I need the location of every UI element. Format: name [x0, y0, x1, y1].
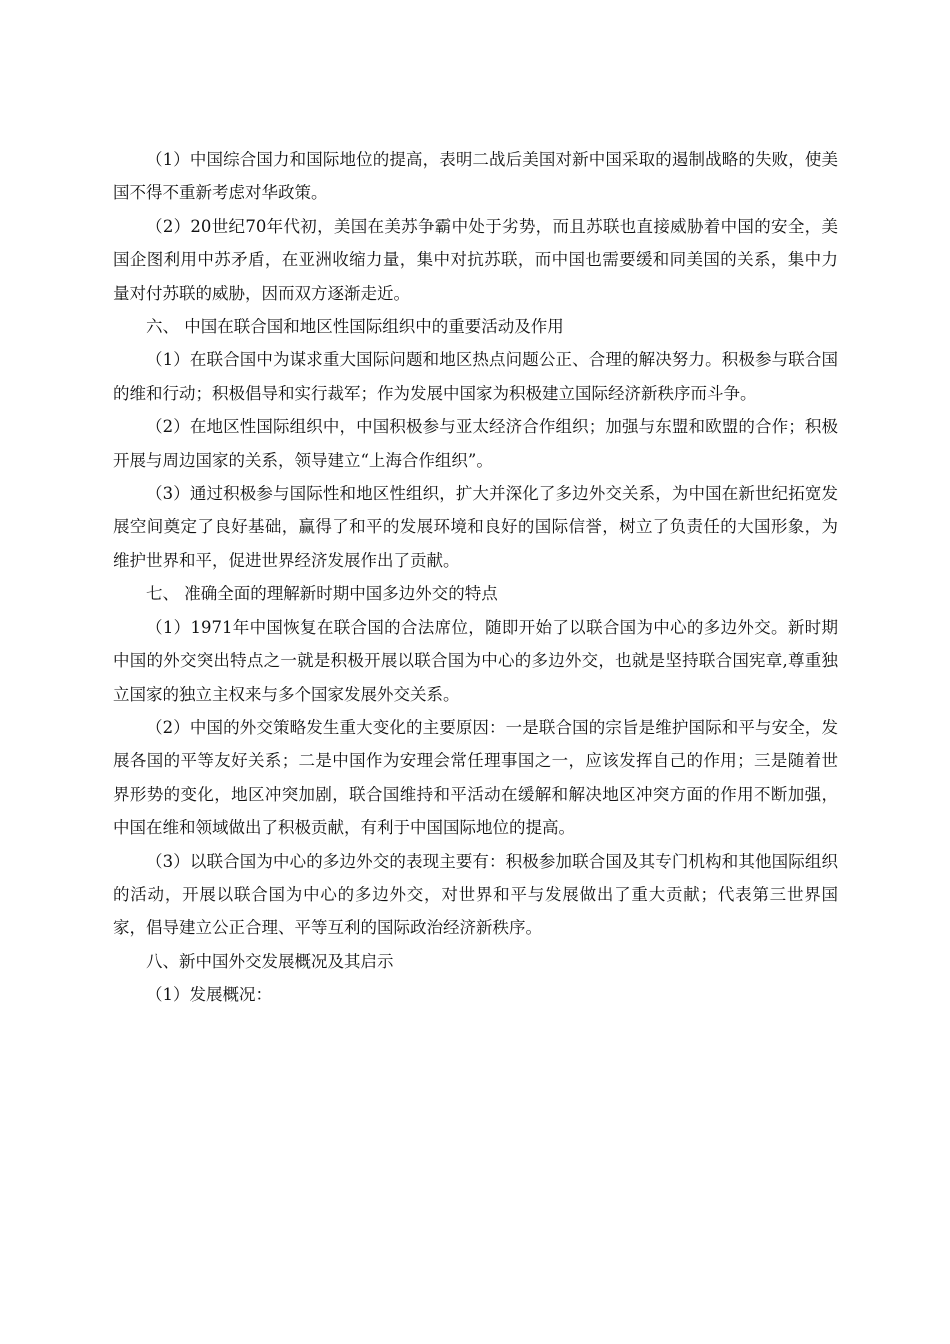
subsection-heading-overview: （1）发展概况： [146, 985, 272, 1005]
paragraph-us-soviet-rivalry: （2）20世纪70年代初，美国在美苏争霸中处于劣势，而且苏联也直接威胁着中国的安全，美国企图利用中苏矛盾，在亚洲收缩力量，集中对抗苏联，而中国也需要缓和同美国的关系，集中力量对付苏联的威胁，因而双方逐渐走近。 [113, 216, 838, 303]
paragraph-strategy-change-reasons: （2）中国的外交策略发生重大变化的主要原因：一是联合国的宗旨是维护国际和平与安全，发展各国的平等友好关系；二是中国作为安理会常任理事国之一，应该发挥自己的作用；三是随着世界形势的变化，地区冲突加剧，联合国维持和平活动在缓解和解决地区冲突方面的作用不断加强，中国在维和领域做出了积极贡献，有利于中国国际地位的提高。 [113, 717, 838, 838]
paragraph-un-role: （1）在联合国中为谋求重大国际问题和地区热点问题公正、合理的解决努力。积极参与联合国的维和行动；积极倡导和实行裁军；作为发展中国家为积极建立国际经济新秩序而斗争。 [113, 350, 838, 403]
paragraph-multilateral-results: （3）通过积极参与国际性和地区性组织，扩大并深化了多边外交关系，为中国在新世纪拓宽发展空间奠定了良好基础，赢得了和平的发展环境和良好的国际信誉，树立了负责任的大国形象，为维护世界和平，促进世界经济发展作出了贡献。 [113, 484, 838, 570]
paragraph-multilateral-manifestations: （3）以联合国为中心的多边外交的表现主要有：积极参加联合国及其专门机构和其他国际组织的活动，开展以联合国为中心的多边外交，对世界和平与发展做出了重大贡献；代表第三世界国家，倡导建立公正合理、平等互利的国际政治经济新秩序。 [113, 851, 838, 938]
paragraph-regional-organizations: （2）在地区性国际组织中，中国积极参与亚太经济合作组织；加强与东盟和欧盟的合作；积极开展与周边国家的关系，领导建立“上海合作组织”。 [113, 417, 838, 470]
paragraph-un-seat-1971: （1）1971年中国恢复在联合国的合法席位，随即开始了以联合国为中心的多边外交。新时期中国的外交突出特点之一就是积极开展以联合国为中心的多边外交，也就是坚持联合国宪章,尊重独立国家的独立主权来与多个国家发展外交关系。 [113, 617, 838, 704]
section-heading-eight: 八、新中国外交发展概况及其启示 [146, 951, 394, 971]
section-heading-seven: 七、 准确全面的理解新时期中国多边外交的特点 [146, 584, 498, 604]
section-heading-six: 六、 中国在联合国和地区性国际组织中的重要活动及作用 [146, 317, 564, 337]
document-body [113, 143, 838, 1012]
paragraph-us-containment-failure: （1）中国综合国力和国际地位的提高，表明二战后美国对新中国采取的遏制战略的失败，使美国不得不重新考虑对华政策。 [113, 150, 838, 203]
